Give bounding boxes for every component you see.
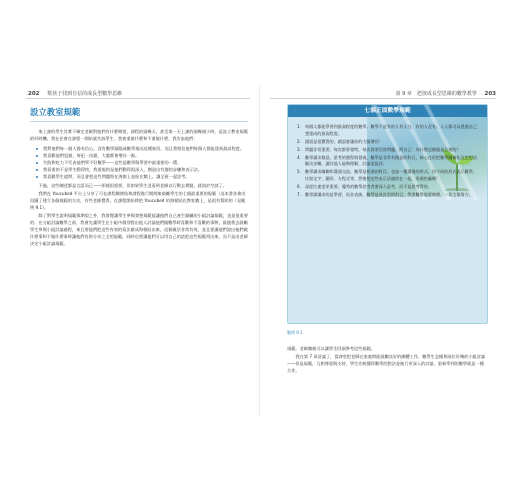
bullet-dot-icon bbox=[36, 162, 38, 164]
bullet-item: 我喜歡他們犯錯，每犯一次錯，大腦都會增長一點。 bbox=[30, 152, 248, 159]
body-paragraph: 我在第 7 章討論了，當課堂把老師在家庭時能鼓勵良好的團體工作，數學生怎樣和兩位好幾的小組討論——但是規範，互相尊重與支持，學生比較懂得數學的想法並進行更深入的討論，重新學到的數學就是一種合作。 bbox=[287, 354, 486, 373]
body-paragraph: 我們在 Youcubed 平台上分享了可在課程剛開始和課程進行期間來鼓勵學生的七個最重要的規範（這本書各會出回圖了建立各個規範的方法，有些老師覺得，在課程開始時把 Youcubed 的海報貼在教室牆上，是很有幫助的（見範例 9.1）。 bbox=[30, 191, 246, 210]
left-running-title: 幫孩子找到自信的成長型數學思維 bbox=[47, 91, 123, 97]
body-paragraph: 規範。老師隨後可以讓學生回頭參考這些規範。 bbox=[287, 346, 375, 351]
bullet-item: 我看重的不是學生動得快，我重視的是他們動得很深入，創造出有趣的步驟和表示法。 bbox=[30, 166, 248, 173]
norms-poster-box bbox=[287, 104, 488, 324]
bullet-item: 失敗和吃力不代表他們學不好數學——這些是數學與學習中最重要的一環。 bbox=[30, 159, 248, 166]
right-page-body bbox=[287, 345, 486, 375]
left-running-header bbox=[28, 90, 122, 97]
norms-box-title: 七個正面數學規範 bbox=[288, 105, 487, 117]
right-running-title: 第 9 章 把孩成長型思維的數學教學 bbox=[395, 91, 477, 97]
right-page-number: 203 bbox=[484, 91, 496, 97]
bullet-item: 我喜歡學生提問，而且會把這些問題寫在海報上並貼在牆上，讓全班一起思考。 bbox=[30, 173, 248, 180]
body-paragraph: 除了對學生說明規範與期望之外，我發覺讓學生參與發想規範能讓他們自己產生歸屬的小組討論規範，也是很重要的。在分組討論數學之前，我會先讓學生在小組中個別寫出他人討論他們做數學時喜歡和不喜歡的事物，最後我去鼓勵學生參與小組討論過程，來且要他們把這些有效的看法做成海報貼出來，這個做法非常有效，並且要讓他們說出他們做什麼事和不做什麼事時讓他們有助分享之全的規範，同時也要讓他們可以用自己的話把這些規範列出來，而不是由老師決定小組討論規範。 bbox=[30, 213, 248, 246]
section-title: 設立教室規範 bbox=[30, 106, 248, 122]
body-paragraph: 不過，這些陳述都是言語而已——即使很重要，但如果學生沒看到老師以行動去實踐，就流於空談了。 bbox=[38, 183, 227, 188]
norms-list bbox=[297, 124, 479, 200]
bullet-dot-icon bbox=[36, 155, 38, 157]
norm-item: 1. 每個人都能學習到最高程度的數學。數學不是有的人有天分，有的人沒有。人人都可以透過自己想達成的最高程度。 bbox=[297, 124, 477, 136]
intro-paragraph: 來上課的學生其實不確定老師對他們有什麼期望，課程的頭幾天，甚至第一天上課的頭幾個小時，是設立教室規範的好時機。我在任會在課程一開始就告訴學生，我會重視什麼和不重視什麼，我告訴他們： bbox=[30, 129, 248, 141]
figure-caption: 範例 9.1 bbox=[287, 330, 303, 335]
norm-item: 7. 數學課講求的是學習，而非表演。數學是成長型的科目，學習數學需要時間，一切全靠努力。 bbox=[297, 191, 473, 197]
spine-gutter bbox=[259, 86, 260, 416]
bullet-dot-icon bbox=[36, 176, 38, 178]
bullet-item: 我對他們每一個人都有信心，沒有數學頭腦或數學基因這種東西，而且我相信他們每個人都能達到最高程度。 bbox=[30, 145, 248, 152]
right-header-rule bbox=[270, 98, 496, 99]
bullet-dot-icon bbox=[36, 148, 38, 150]
left-header-rule bbox=[26, 98, 250, 99]
bullet-dot-icon bbox=[36, 169, 38, 171]
norm-item: 2. 錯誤是很寶貴的，錯誤會讓你的大腦增長！ bbox=[297, 138, 383, 144]
left-page-number: 202 bbox=[28, 91, 40, 97]
teacher-statements-list bbox=[30, 145, 248, 180]
norm-item: 6. 深度比速度更重要。優秀的數學思考者會深入思考，而不是思考得快。 bbox=[297, 183, 432, 189]
norm-item: 3. 問題非常重要。每次都要發問，每次都要回答問題。問自己：為什麼這樣做是合理的？ bbox=[297, 146, 461, 152]
left-page-body bbox=[30, 104, 248, 248]
norm-item: 5. 數學講求關聯和溝通交流。數學是相通的科目，也是一種溝通的形式，用不同的形式表示數學，比如文字、圖形、方程式等，然後把這些表示法連結在一起，用顏色編碼！ bbox=[297, 169, 477, 181]
right-running-header bbox=[396, 90, 496, 97]
norm-item: 4. 數學講求創意。思考的歷程與發現，數學是非常有創意的科目，核心在於把數學圖像化及把想法解決步驟，讓其他人能夠理解，討論並批評。 bbox=[297, 154, 477, 166]
